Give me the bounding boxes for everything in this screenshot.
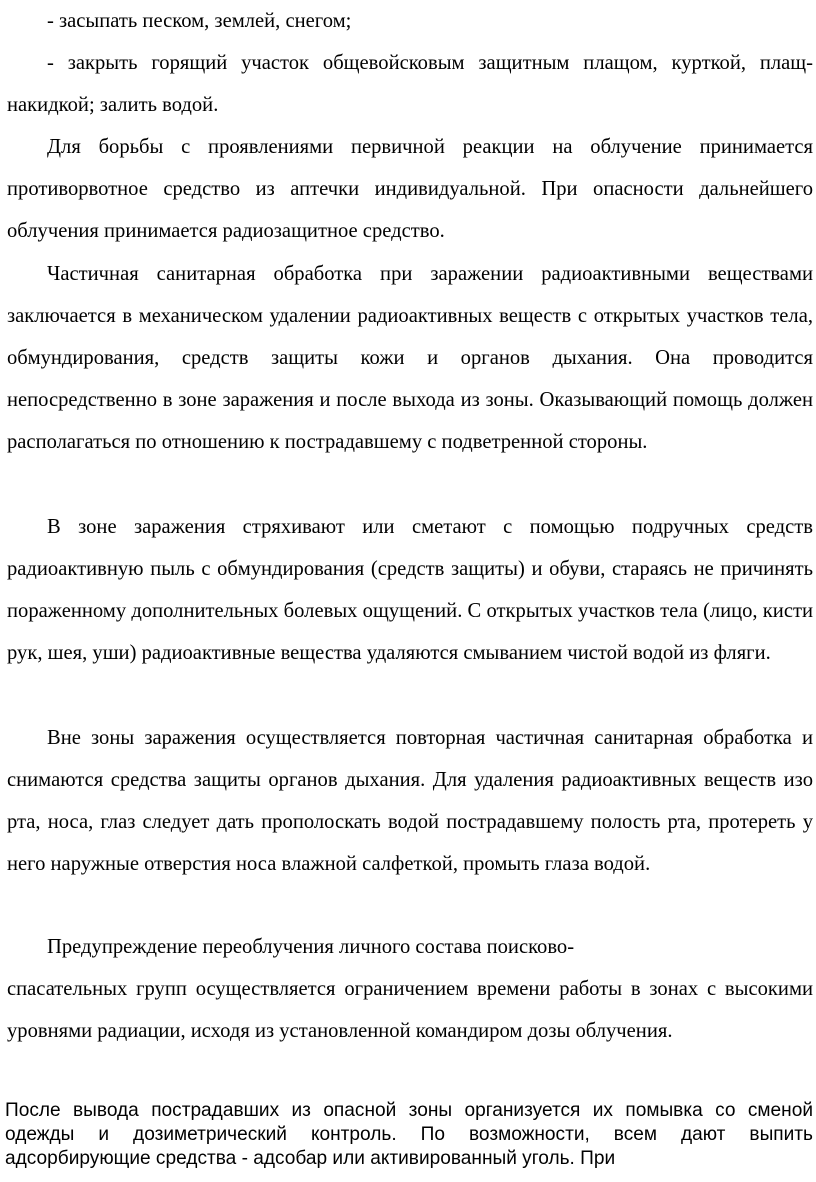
paragraph-primary-reaction: Для борьбы с проявлениями первичной реакции на облучение принимается противорвотное средство из аптечки индивидуальной. При опасности дальнейшего облучения принимается радиозащитное средство. [7, 136, 813, 243]
paragraph-contamination-zone: В зоне заражения стряхивают или сметают с помощью подручных средств радиоактивную пыль с обмундирования (средств защиты) и обуви, стараясь не причинять пораженному дополнительных болевых ощущений. С открытых участков тела (лицо, кисти рук, шея, уши) радиоактивные вещества удаляются смыванием чистой водой из фляги. [7, 516, 813, 665]
paragraph-sanitary-treatment: Частичная санитарная обработка при заражении радиоактивными веществами заключается в механическом удалении радиоактивных веществ с открытых участков тела, обмундирования, средств защиты кожи и органов дыхания. Она проводится непосредственно в зоне заражения и после выхода из зоны. Оказывающий помощь должен располагаться по отношению к пострадавшему с подветренной стороны. [7, 263, 813, 454]
paragraph-overexposure-start: Предупреждение переоблучения личного состава поисково- [47, 936, 575, 958]
list-item-sand: - засыпать песком, землей, снегом; [47, 10, 352, 32]
paragraph-outside-zone: Вне зоны заражения осуществляется повторная частичная санитарная обработка и снимаются средства защиты органов дыхания. Для удаления радиоактивных веществ изо рта, носа, глаз следует дать прополоскать водой пострадавшему полость рта, протереть у него наружные отверстия носа влажной салфеткой, промыть глаза водой. [7, 727, 813, 876]
paragraph-after-evacuation: После вывода пострадавших из опасной зоны организуется их помывка со сменой одежды и дозиметрический контроль. По возможности, всем дают выпить адсорбирующие средства - адсобар или активированный уголь. При [5, 1100, 813, 1170]
list-item-cover: - закрыть горящий участок общевойсковым защитным плащом, курткой, плащ-накидкой; залить водой. [7, 52, 813, 117]
paragraph-overexposure-cont: спасательных групп осуществляется ограничением времени работы в зонах с высокими уровнями радиации, исходя из установленной командиром дозы облучения. [7, 978, 813, 1043]
